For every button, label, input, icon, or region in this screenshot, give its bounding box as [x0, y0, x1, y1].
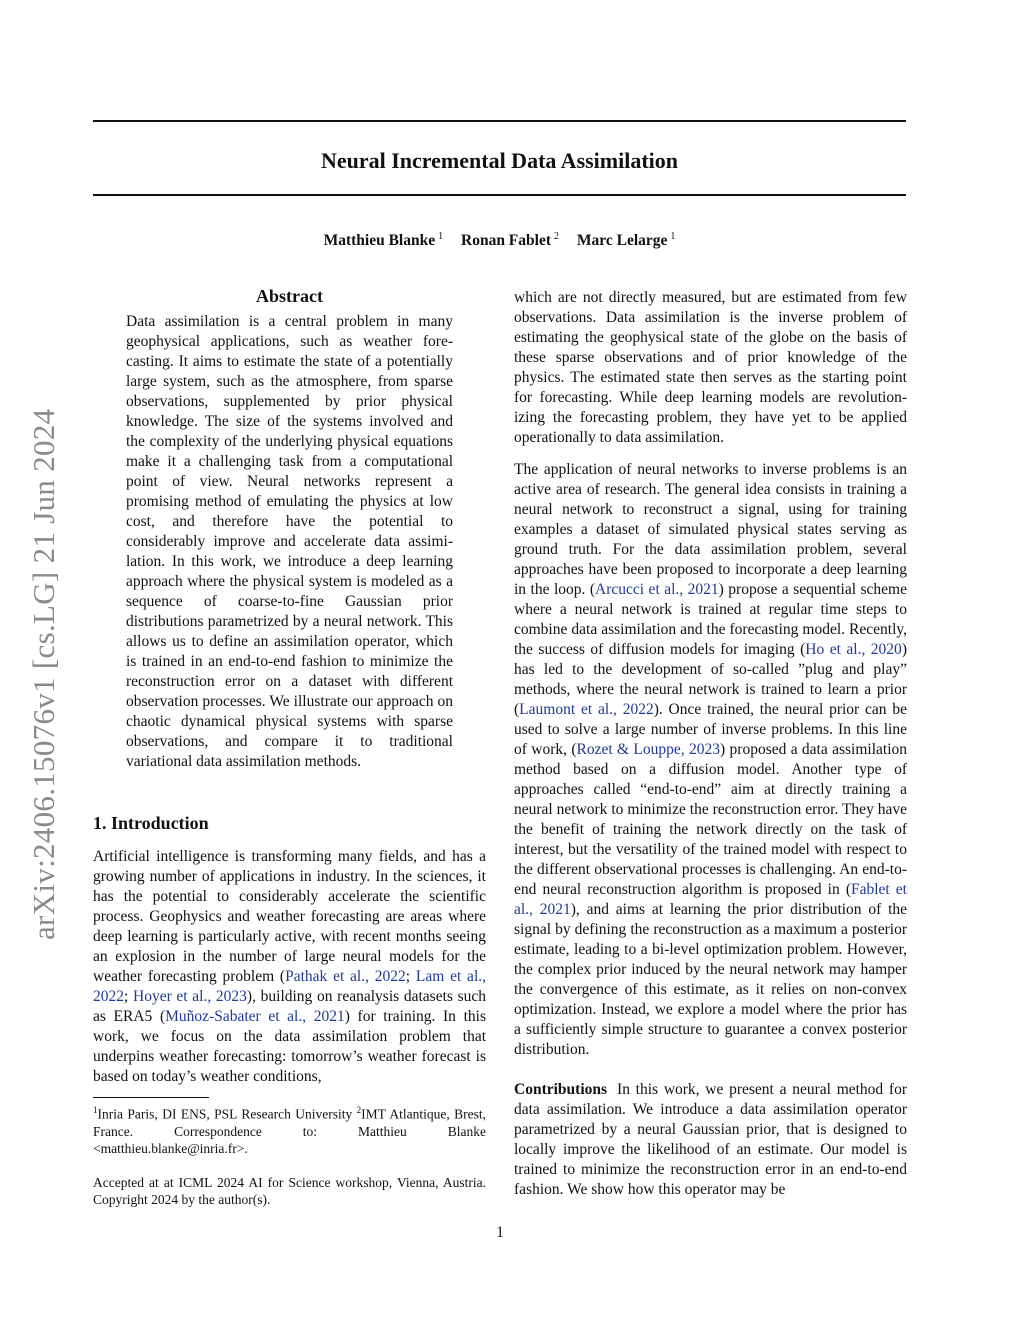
- abstract-heading: Abstract: [256, 286, 323, 306]
- author-name: Marc Lelarge: [576, 232, 668, 250]
- citation-link[interactable]: Arcucci et al., 2021: [595, 581, 719, 598]
- author-name: Ronan Fablet: [461, 232, 551, 250]
- arxiv-identifier: arXiv:2406.15076v1 [cs.LG] 21 Jun 2024: [26, 408, 61, 940]
- text-run: ) has led to the development of so-called ”plug and play” methods, where the neural network is trained to learn a prior (: [514, 641, 907, 718]
- text-run: ) proposed a data assimilation method based on a diffusion model. Another type of approaches called “end-to-end” aim at directly training a neural network to minimize the reconstruction error. They have the benefit of training the network directly on the task of interest, but the versatility of the trained model with respect to the different observational processes is challenging. An end-to-end neural reconstruction algorithm is proposed in (: [514, 741, 908, 898]
- text-run: ). Once trained, the neural prior can be used to solve a large number of inverse problems. In this line of work, (: [514, 701, 907, 758]
- text-run: In this work, we present a neural method for data assimilation. We introduce a data assimilation operator parametrized by a neural Gaussian prior, that is designed to locally improve the likelihood of an estimate. Our model is trained to minimize the reconstruction error in an end-to-end fashion. We show how this operator may be: [514, 1081, 907, 1198]
- footnote-rule: [93, 1097, 209, 1098]
- text-run: The application of neural networks to inverse problems is an active area of research. The general idea consists in training a neural network to reconstruct a signal, using for training examples a dataset of simulated physical states serving as ground truth. For the data assimilation problem, several approaches have been proposed to incorporate a deep learning in the loop. (: [514, 461, 907, 598]
- text-run: ), building on reanalysis datasets such as ERA5 (: [93, 988, 487, 1025]
- citation-link[interactable]: Lam et al., 2022: [93, 968, 486, 1005]
- citation-link[interactable]: Ho et al., 2020: [805, 641, 902, 658]
- footnote-marker: 1: [93, 1105, 98, 1115]
- author-list: [93, 231, 906, 250]
- citation-link[interactable]: Pathak et al., 2022: [285, 968, 406, 985]
- text-run: ) for training. In this work, we focus on the data assimilation problem that underpins weather forecasting: tomorrow’s weather forecast is based on today’s weather conditions,: [93, 1008, 486, 1085]
- text-run: Artificial intelligence is transforming many fields, and has a growing number of applications in industry. In the sciences, it has the potential to considerably accelerate the scientific process. Geophysics and weather forecasting are areas where deep learning is particularly active, with recent months seeing an explosion in the number of large neural models for the weather forecasting problem (: [93, 848, 486, 985]
- author-2: [461, 232, 559, 249]
- citation-link[interactable]: Rozet & Louppe, 2023: [576, 741, 721, 758]
- introduction-paragraph: [93, 847, 486, 1087]
- abstract-text: Data assimilation is a central problem in many geophysical applications, such as weather forecasting. It aims to estimate the state of a potentially large system, such as the atmosphere, from sparse observations, supplemented by prior physical knowledge. The size of the systems involved and the complexity of the underlying physical equations make it a challenging task from a computational point of view. Neural networks represent a promising method of emulating the physics at low cost, and therefore have the potential to considerably improve and accelerate data assimilation. In this work, we introduce a deep learning approach where the physical system is modeled as a sequence of coarse-to-fine Gaussian prior distributions parametrized by a neural network. This allows us to define an assimilation operator, which is trained in an end-to-end fashion to minimize the reconstruction error on a dataset with different observation processes. We illustrate our approach on chaotic dynamical physical systems with sparse observations, and compare it to traditional variational data assimilation methods.: [126, 313, 453, 770]
- citation-link[interactable]: Hoyer et al., 2023: [133, 988, 247, 1005]
- introduction-heading: 1. Introduction: [93, 813, 209, 833]
- acceptance-note: Accepted at at ICML 2024 AI for Science workshop, Vienna, Austria. Copyright 2024 by the author(s).: [93, 1174, 486, 1207]
- body-paragraph: which are not directly measured, but are estimated from few observations. Data assimilation is the inverse problem of estimating the geophysical state of the globe on the basis of these sparse observations and of prior knowledge of the physics. The estimated state then serves as the starting point for forecasting. While deep learning models are revolutionizing the forecasting problem, they have yet to be applied operationally to data assimilation.: [514, 289, 907, 446]
- body-paragraph: [514, 460, 907, 1060]
- contributions-paragraph: [514, 1080, 907, 1200]
- citation-link[interactable]: Laumont et al., 2022: [519, 701, 654, 718]
- title-rule-bottom: [93, 194, 906, 196]
- contributions-heading: Contributions: [514, 1081, 608, 1098]
- title-rule-top: [93, 120, 906, 122]
- text-run: ), and aims at learning the prior distribution of the signal by defining the reconstruction as a maximum a posterior estimate, leading to a bi-level optimization problem. However, the complex prior induced by the neural network may hamper the convergence of this estimate, as it relies on non-convex optimization. Instead, we explore a model where the prior has a sufficiently simple structure to guarantee a convex posterior distribution.: [514, 901, 907, 1058]
- author-affiliation: 1: [670, 231, 676, 242]
- text-run: ;: [405, 968, 416, 985]
- right-column: [514, 288, 907, 1200]
- text-run: Inria Paris, DI ENS, PSL Research University: [97, 1106, 357, 1122]
- author-affiliation: 2: [554, 231, 559, 242]
- page-number: 1: [496, 1224, 504, 1241]
- author-name: Matthieu Blanke: [323, 232, 436, 250]
- affiliation-footnote: [93, 1102, 486, 1157]
- footnote-marker: 2: [356, 1105, 362, 1115]
- author-affiliation: 1: [438, 231, 444, 242]
- author-1: [324, 232, 444, 249]
- text-run: ;: [124, 988, 133, 1005]
- citation-link[interactable]: Fablet et al., 2021: [514, 881, 907, 918]
- citation-link[interactable]: Muñoz-Sabater et al., 2021: [165, 1008, 345, 1025]
- left-column: [93, 284, 486, 1208]
- text-run: IMT Atlantique, Brest, France. Correspondence to: Matthieu Blanke <matthieu.blanke@inria.fr>.: [93, 1106, 486, 1156]
- paper-title: Neural Incremental Data Assimilation: [320, 148, 679, 173]
- text-run: ) propose a sequential scheme where a neural network is trained at regular time steps to combine data assimilation and the forecasting model. Recently, the success of diffusion models for imaging (: [514, 581, 907, 658]
- author-3: [577, 232, 676, 249]
